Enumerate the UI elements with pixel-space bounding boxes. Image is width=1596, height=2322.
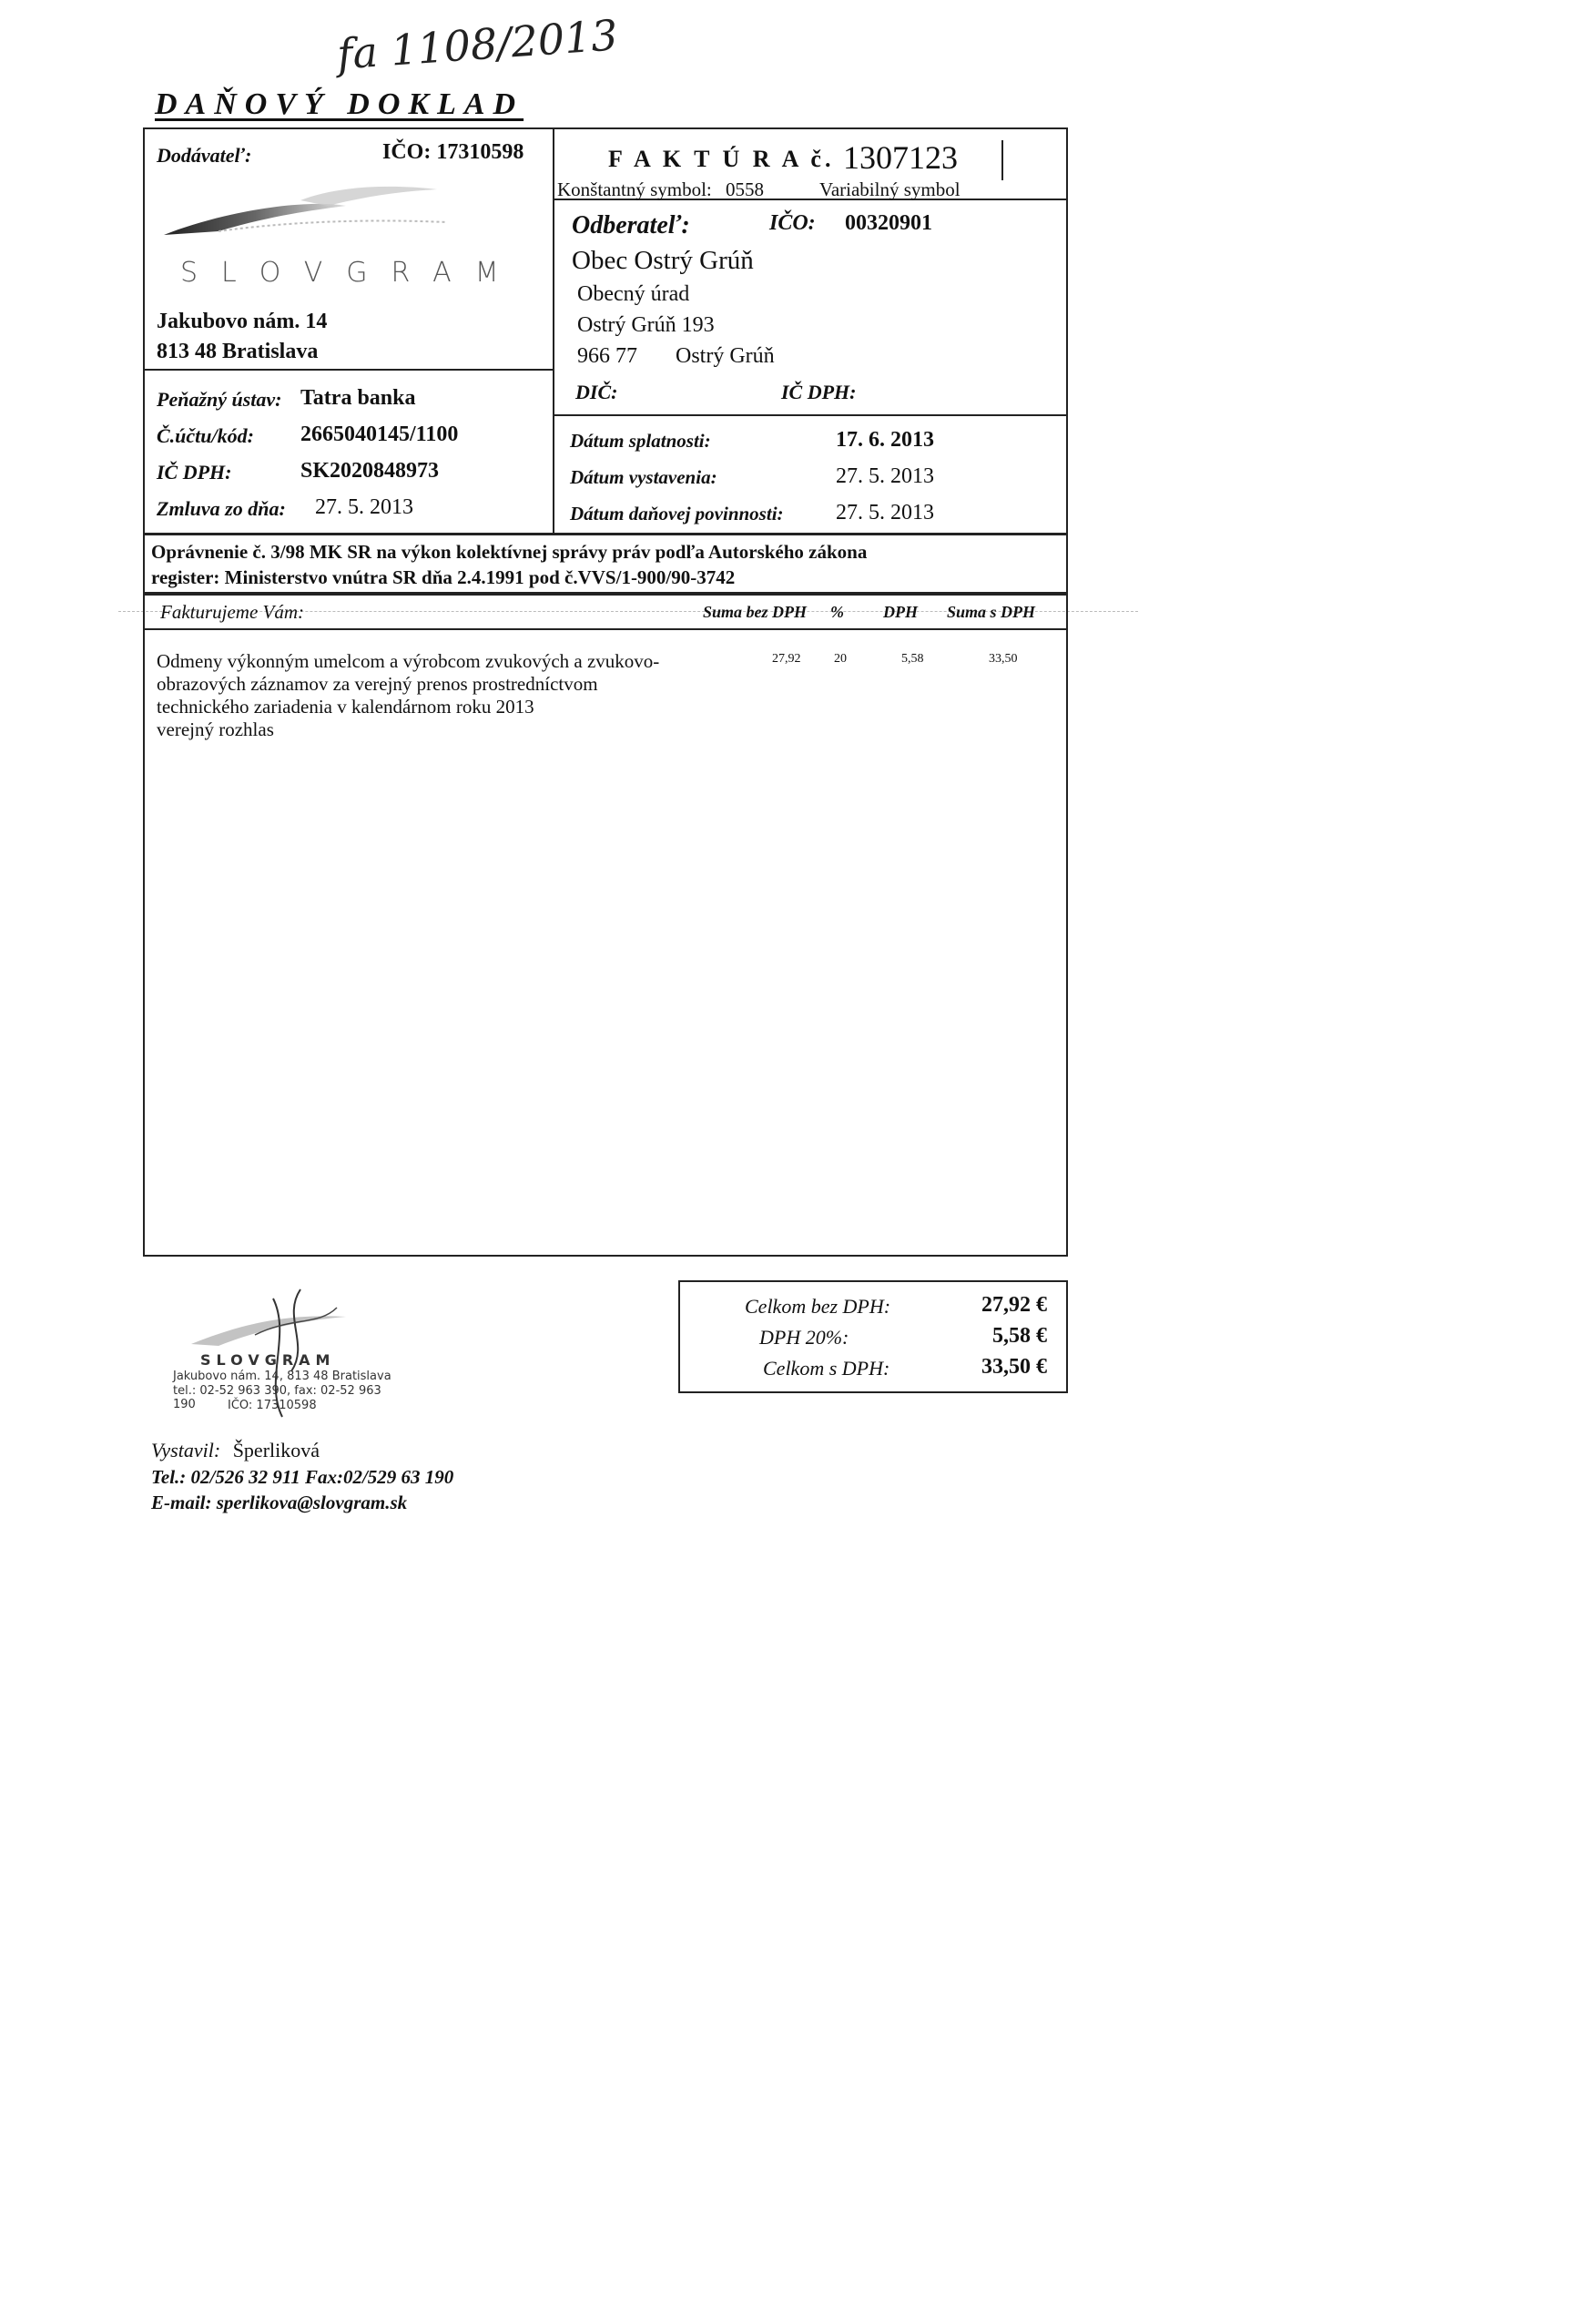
customer-icdph-label: IČ DPH: xyxy=(781,381,857,403)
authorization-line2: register: Ministerstvo vnútra SR dňa 2.4.1991 pod č.VVS/1-900/90-3742 xyxy=(151,566,736,588)
total-gross-label: Celkom s DPH: xyxy=(763,1357,890,1380)
number-marker xyxy=(1001,140,1003,180)
account-value: 2665040145/1100 xyxy=(300,423,459,446)
item-pct: 20 xyxy=(834,652,847,666)
contract-label: Zmluva zo dňa: xyxy=(157,497,286,520)
issuer-name: Šperliková xyxy=(232,1439,320,1461)
account-label: Č.účtu/kód: xyxy=(157,424,254,447)
constant-symbol-value: 0558 xyxy=(726,178,765,200)
supplier-divider xyxy=(143,369,553,371)
customer-zip: 966 77 xyxy=(577,344,637,368)
customer-line2: Ostrý Grúň 193 xyxy=(577,313,715,337)
supplier-ico: IČO: 17310598 xyxy=(382,140,524,164)
stamp-line2: tel.: 02-52 963 390, fax: 02-52 963 190 xyxy=(173,1384,381,1411)
invoice-number: 1307123 xyxy=(843,139,958,176)
due-date-label: Dátum splatnosti: xyxy=(570,430,711,452)
item-line-2: obrazových záznamov za verejný prenos prostredníctvom xyxy=(157,673,598,695)
constant-symbol xyxy=(557,178,764,201)
due-date-value: 17. 6. 2013 xyxy=(836,428,934,452)
supplier-label: Dodávateľ: xyxy=(157,144,252,167)
total-gross-value: 33,50 € xyxy=(981,1355,1047,1379)
invoice-title: F A K T Ú R A č. xyxy=(608,146,835,172)
customer-name: Obec Ostrý Grúň xyxy=(572,246,754,275)
variable-symbol-label: Variabilný symbol xyxy=(819,178,961,200)
bank-label: Peňažný ústav: xyxy=(157,388,282,411)
total-vat-label: DPH 20%: xyxy=(759,1326,849,1349)
item-line-4: verejný rozhlas xyxy=(157,718,274,740)
col-vat-header: DPH xyxy=(883,603,918,621)
customer-label: Odberateľ: xyxy=(572,211,690,239)
customer-ico-value: 00320901 xyxy=(845,211,932,235)
tax-date-value: 27. 5. 2013 xyxy=(836,501,934,524)
constant-symbol-label: Konštantný symbol: xyxy=(557,178,712,200)
items-label: Fakturujeme Vám: xyxy=(160,601,305,623)
issued-date-label: Dátum vystavenia: xyxy=(570,466,717,488)
issued-date-value: 27. 5. 2013 xyxy=(836,464,934,488)
issuer-email: E-mail: sperlikova@slovgram.sk xyxy=(151,1492,408,1513)
customer-line1: Obecný úrad xyxy=(577,282,690,306)
items-header-line xyxy=(143,628,1068,630)
col-pct-header: % xyxy=(830,603,844,621)
customer-bottom-line xyxy=(553,414,1068,416)
vat-label: IČ DPH: xyxy=(157,461,232,484)
total-vat-value: 5,58 € xyxy=(992,1324,1047,1348)
header-divider xyxy=(553,127,554,535)
item-description xyxy=(157,650,659,741)
customer-town: Ostrý Grúň xyxy=(676,344,775,368)
stamp-line3: IČO: 17310598 xyxy=(228,1399,317,1412)
issuer-phone: Tel.: 02/526 32 911 Fax:02/529 63 190 xyxy=(151,1466,454,1488)
issuer xyxy=(151,1439,320,1462)
item-net: 27,92 xyxy=(772,652,801,666)
customer-ico-label: IČO: xyxy=(769,211,816,235)
total-net-label: Celkom bez DPH: xyxy=(745,1295,891,1318)
slovgram-logo xyxy=(164,182,455,255)
supplier-city: 813 48 Bratislava xyxy=(157,340,319,363)
customer-dic-label: DIČ: xyxy=(575,381,618,403)
logo-text: SLOVGRAM xyxy=(180,257,523,289)
item-line-3: technického zariadenia v kalendárnom roku 2013 xyxy=(157,696,534,718)
issuer-label: Vystavil: xyxy=(151,1439,221,1461)
contract-value: 27. 5. 2013 xyxy=(315,495,413,519)
col-gross-header: Suma s DPH xyxy=(947,603,1036,621)
document-title: DAŇOVÝ DOKLAD xyxy=(155,87,524,121)
supplier-street: Jakubovo nám. 14 xyxy=(157,310,328,333)
stamp-name: SLOVGRAM xyxy=(200,1351,336,1369)
authorization-line1: Oprávnenie č. 3/98 MK SR na výkon kolektívnej správy práv podľa Autorského zákona xyxy=(151,541,868,563)
bank-value: Tatra banka xyxy=(300,386,416,410)
item-line-1: Odmeny výkonným umelcom a výrobcom zvukových a zvukovo- xyxy=(157,650,660,672)
company-stamp xyxy=(164,1280,401,1426)
col-net-header: Suma bez DPH xyxy=(703,603,808,621)
item-gross: 33,50 xyxy=(989,652,1018,666)
item-vat: 5,58 xyxy=(901,652,924,666)
stamp-line1: Jakubovo nám. 14, 813 48 Bratislava xyxy=(173,1370,391,1383)
tax-date-label: Dátum daňovej povinnosti: xyxy=(570,503,784,524)
vat-value: SK2020848973 xyxy=(300,459,440,483)
handwritten-note: fa 1108/2013 xyxy=(335,10,620,79)
total-net-value: 27,92 € xyxy=(981,1293,1047,1317)
